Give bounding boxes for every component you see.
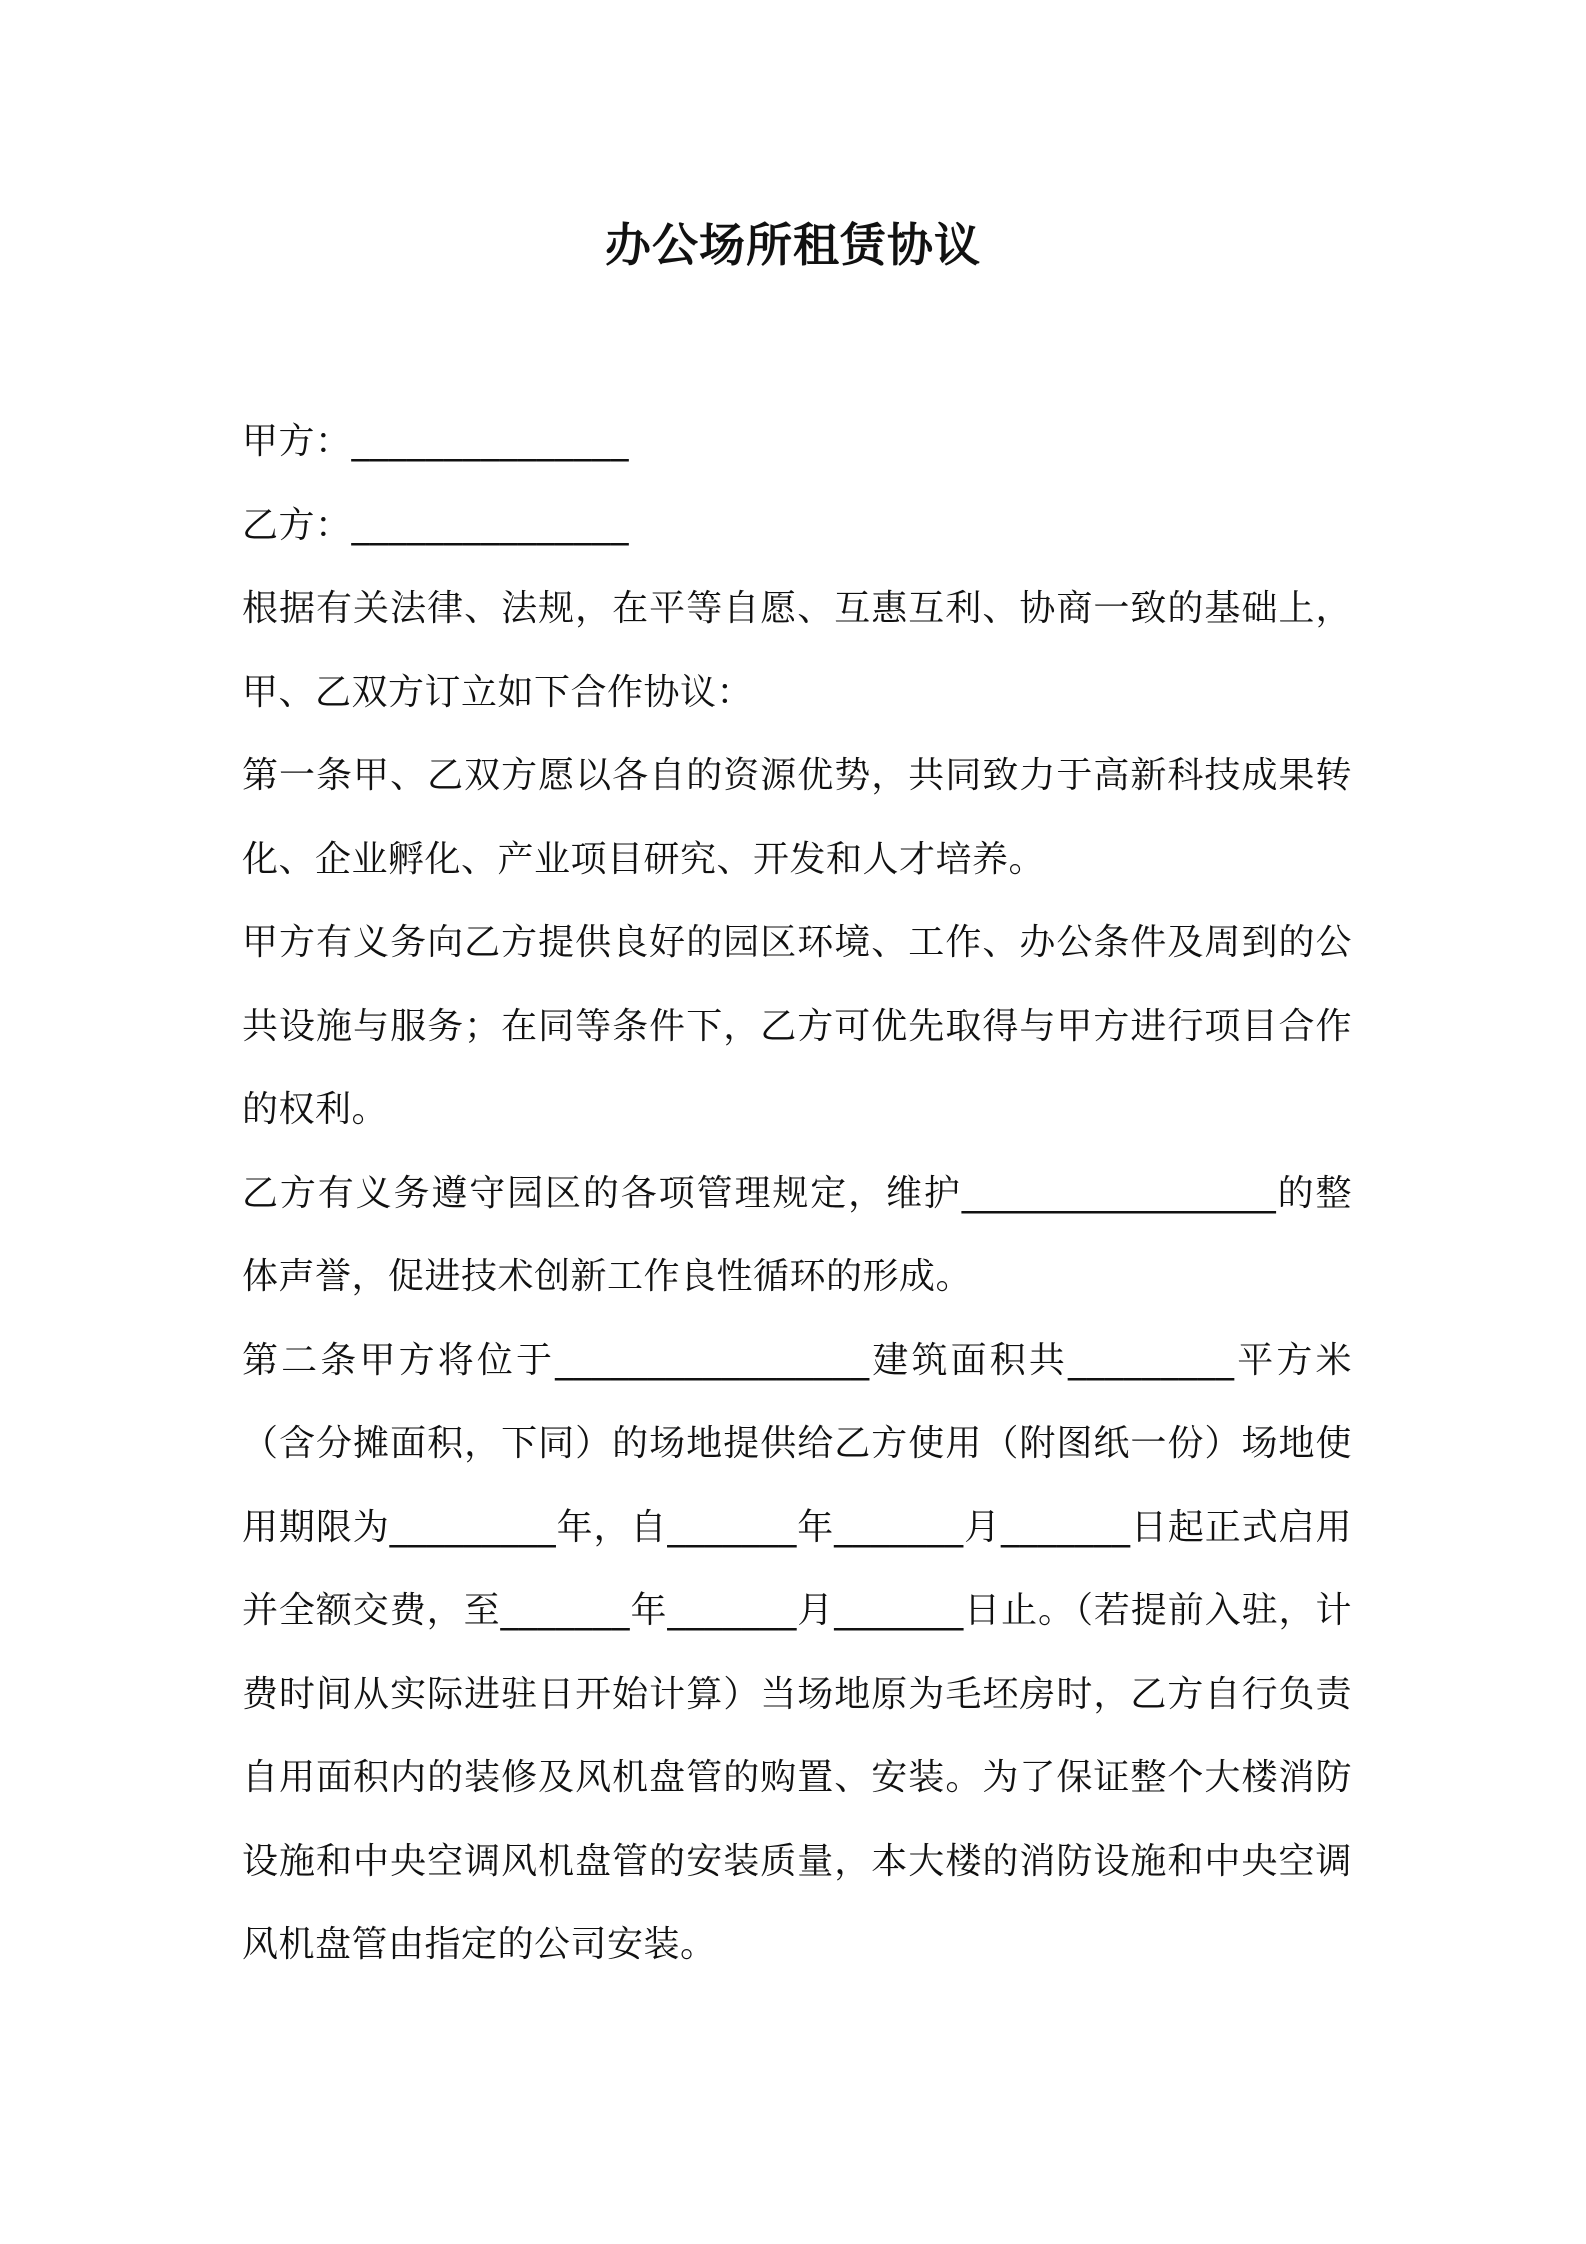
- party-b-line: 乙方：_______________: [242, 504, 630, 546]
- party-a-obligations-paragraph: 甲方有义务向乙方提供良好的园区环境、工作、办公条件及周到的公共设施与服务；在同等条件下，乙方可优先取得与甲方进行项目合作的权利。: [242, 922, 1352, 1130]
- party-a-line: 甲方：_______________: [242, 421, 630, 462]
- article-two-paragraph: 第二条甲方将位于_________________建筑面积共_________平方米（含分摊面积，下同）的场地提供给乙方使用（附图纸一份）场地使用期限为_________年，自_______年_______月_______日起正式启用并全额交费，至_______年_______月_______日止。（若提前入驻，计费时间从实际进驻日开始计算）当场地原为毛坯房时，乙方自行负责自用面积内的装修及风机盘管的购置、安装。为了保证整个大楼消防设施和中央空调风机盘管的安装质量，本大楼的消防设施和中央空调风机盘管由指定的公司安装。: [242, 1339, 1352, 1965]
- document-title: 办公场所租赁协议: [605, 218, 981, 272]
- party-b-obligations-paragraph: 乙方有义务遵守园区的各项管理规定，维护_________________的整体声誉，促进技术创新工作良性循环的形成。: [242, 1172, 1352, 1297]
- article-one-paragraph: 第一条甲、乙双方愿以各自的资源优势，共同致力于高新科技成果转化、企业孵化、产业项目研究、开发和人才培养。: [242, 755, 1352, 880]
- preamble-paragraph: 根据有关法律、法规，在平等自愿、互惠互利、协商一致的基础上，甲、乙双方订立如下合作协议：: [242, 588, 1352, 713]
- document-body: [242, 400, 1352, 1987]
